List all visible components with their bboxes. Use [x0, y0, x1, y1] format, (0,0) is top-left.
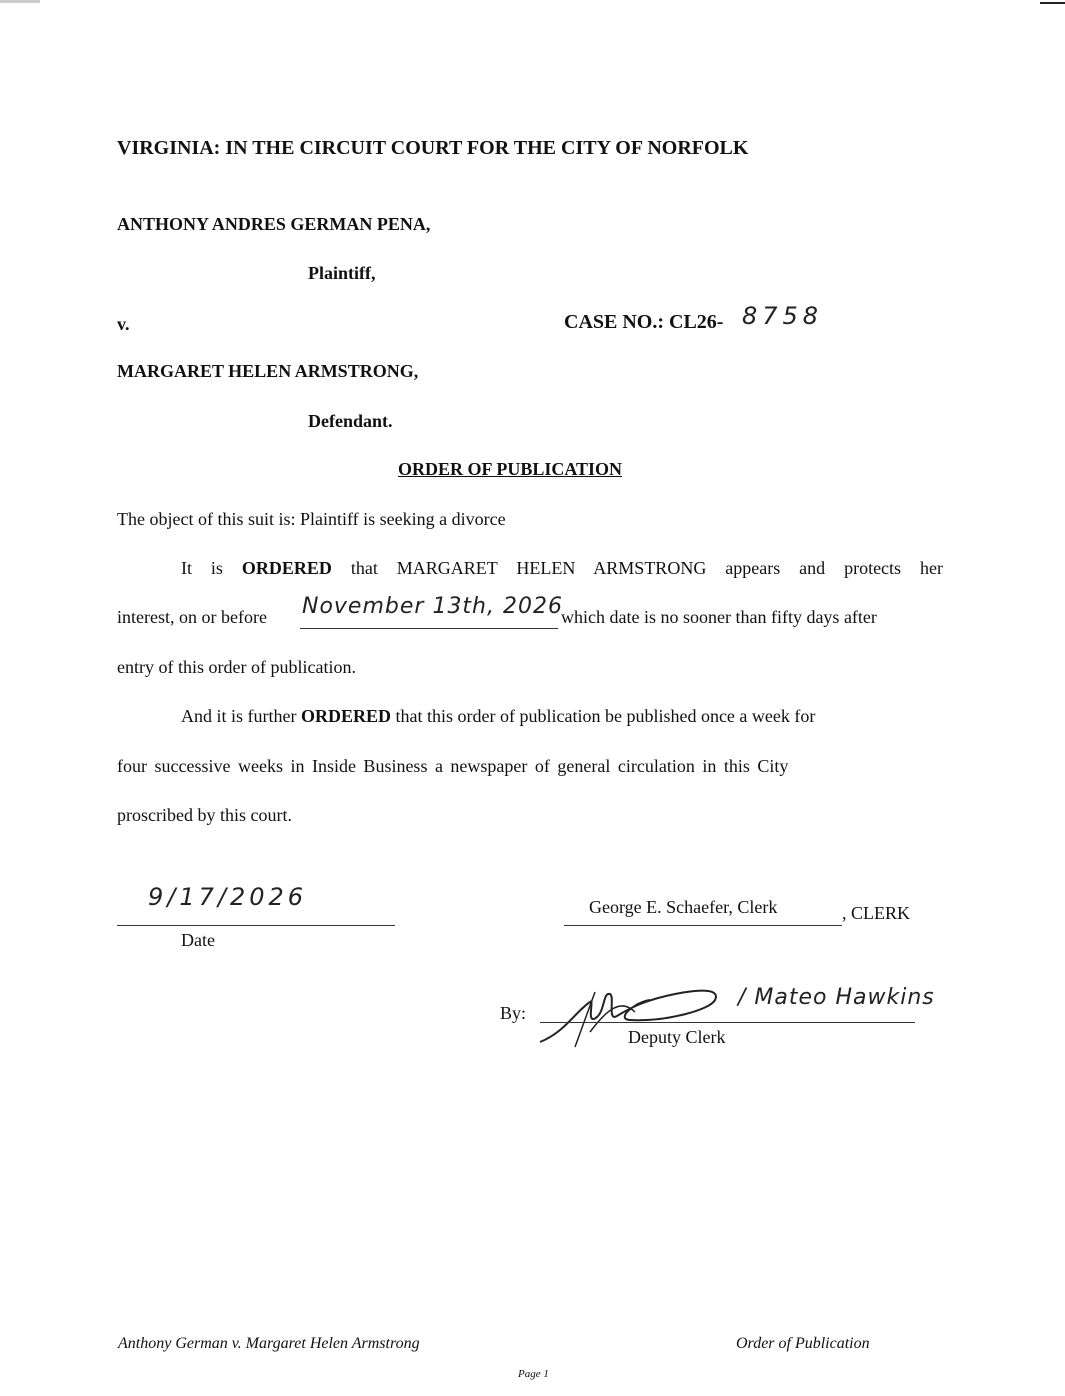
deputy-clerk-role: Deputy Clerk — [628, 1027, 726, 1047]
clerk-suffix: , CLERK — [842, 903, 911, 923]
para2-ordered: ORDERED — [300, 706, 391, 726]
para1-lead: It is — [181, 558, 242, 578]
signed-date-handwritten: 9/17/2026 — [148, 883, 308, 911]
defendant-role: Defendant. — [308, 411, 393, 431]
court-header: VIRGINIA: IN THE CIRCUIT COURT FOR THE CITY OF NORFOLK — [117, 137, 749, 159]
para1-rest: that MARGARET HELEN ARMSTRONG appears and protects her — [331, 558, 943, 578]
scan-mark-top-right — [1040, 2, 1065, 4]
footer-page-number: Page 1 — [518, 1368, 549, 1380]
object-line: The object of this suit is: Plaintiff is seeking a divorce — [117, 509, 506, 529]
plaintiff-role: Plaintiff, — [308, 263, 376, 283]
para2-rest: that this order of publication be published once a week for — [391, 706, 816, 726]
para2-lead: And it is further — [181, 706, 301, 726]
defendant-name: MARGARET HELEN ARMSTRONG, — [117, 361, 419, 381]
date-label: Date — [181, 930, 215, 950]
versus: v. — [117, 314, 130, 334]
clerk-name: George E. Schaefer, Clerk — [589, 897, 778, 917]
footer-case-caption: Anthony German v. Margaret Helen Armstrong — [118, 1335, 420, 1352]
hearing-date-handwritten: November 13th, 2026 — [302, 594, 563, 619]
plaintiff-name: ANTHONY ANDRES GERMAN PENA, — [117, 214, 431, 234]
clerk-line — [564, 925, 842, 926]
date-signature-line — [117, 925, 395, 926]
deputy-clerk-handwritten-name: / Mateo Hawkins — [738, 985, 935, 1010]
para1-line2-end: which date is no sooner than fifty days after — [561, 607, 877, 627]
case-number-handwritten: 8758 — [742, 302, 824, 330]
footer-document-title: Order of Publication — [736, 1335, 870, 1352]
para1-line1 — [181, 558, 943, 579]
hearing-date-underline — [300, 628, 558, 629]
scan-mark-top-left — [0, 0, 40, 3]
deputy-clerk-line — [540, 1022, 915, 1023]
para2-line2: four successive weeks in Inside Business a newspaper of general circulation in this City — [117, 756, 789, 776]
para1-line2-start: interest, on or before — [117, 607, 267, 627]
by-label: By: — [500, 1003, 527, 1023]
case-number-label: CASE NO.: CL26- — [564, 311, 724, 333]
para2-line1 — [181, 706, 815, 727]
document-title: ORDER OF PUBLICATION — [398, 459, 623, 479]
para1-ordered: ORDERED — [241, 558, 332, 578]
para2-line3: proscribed by this court. — [117, 805, 292, 825]
para1-line3: entry of this order of publication. — [117, 657, 356, 677]
